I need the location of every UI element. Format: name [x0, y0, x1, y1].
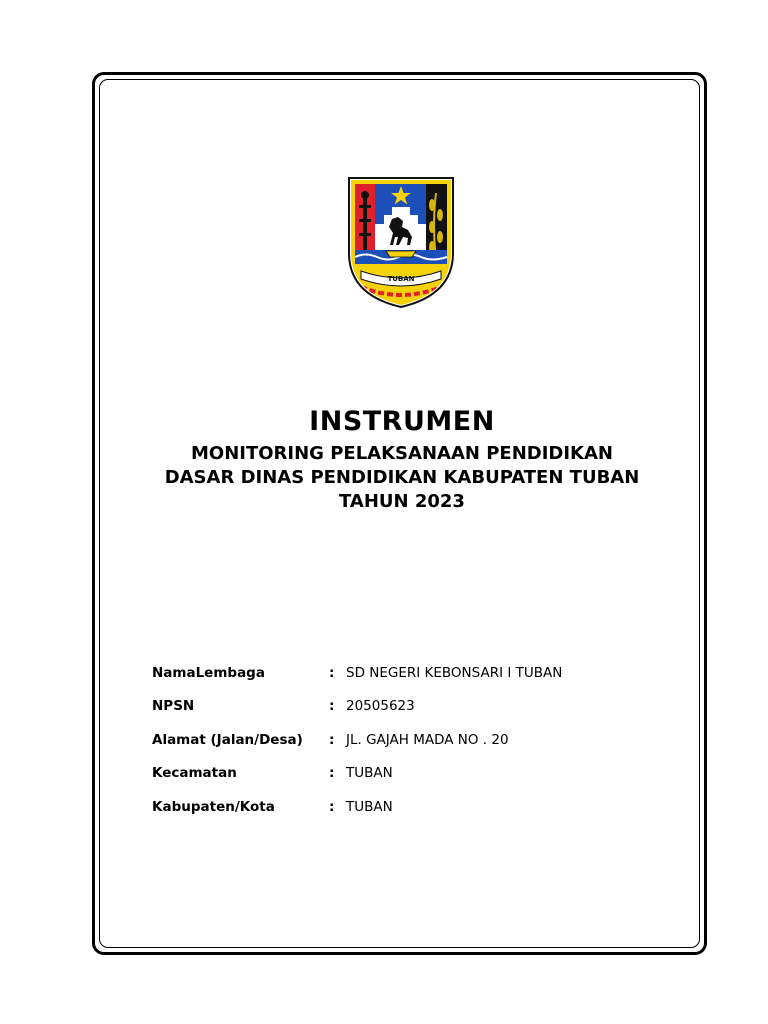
info-row-alamat	[152, 723, 672, 757]
info-row-kecamatan	[152, 757, 672, 791]
info-label: Kecamatan	[152, 765, 237, 782]
info-label: NPSN	[152, 698, 195, 715]
info-colon: :	[329, 698, 335, 715]
info-label: NamaLembaga	[152, 664, 265, 681]
info-label: Kabupaten/Kota	[152, 798, 275, 815]
document-subtitle: MONITORING PELAKSANAAN PENDIDIKAN DASAR DINAS PENDIDIKAN KABUPATEN TUBAN	[164, 443, 640, 488]
info-label: Alamat (Jalan/Desa)	[152, 731, 303, 748]
document-year: TAHUN 2023	[339, 491, 465, 512]
document-title: INSTRUMEN	[309, 406, 495, 437]
info-value: 20505623	[346, 698, 415, 715]
info-value: SD NEGERI KEBONSARI I TUBAN	[346, 664, 563, 681]
info-colon: :	[329, 765, 335, 782]
institution-info-table	[152, 656, 672, 824]
info-value: TUBAN	[346, 798, 393, 815]
info-value: TUBAN	[346, 765, 393, 782]
info-value: JL. GAJAH MADA NO . 20	[346, 731, 509, 748]
emblem-banner-text: TUBAN	[387, 275, 415, 283]
info-colon: :	[329, 731, 335, 748]
kabupaten-tuban-emblem-icon	[346, 175, 456, 309]
info-colon: :	[329, 798, 335, 815]
info-row-nama-lembaga	[152, 656, 672, 690]
info-colon: :	[329, 664, 335, 681]
title-block	[100, 404, 704, 514]
info-row-npsn	[152, 690, 672, 724]
info-row-kabupaten-kota	[152, 790, 672, 824]
